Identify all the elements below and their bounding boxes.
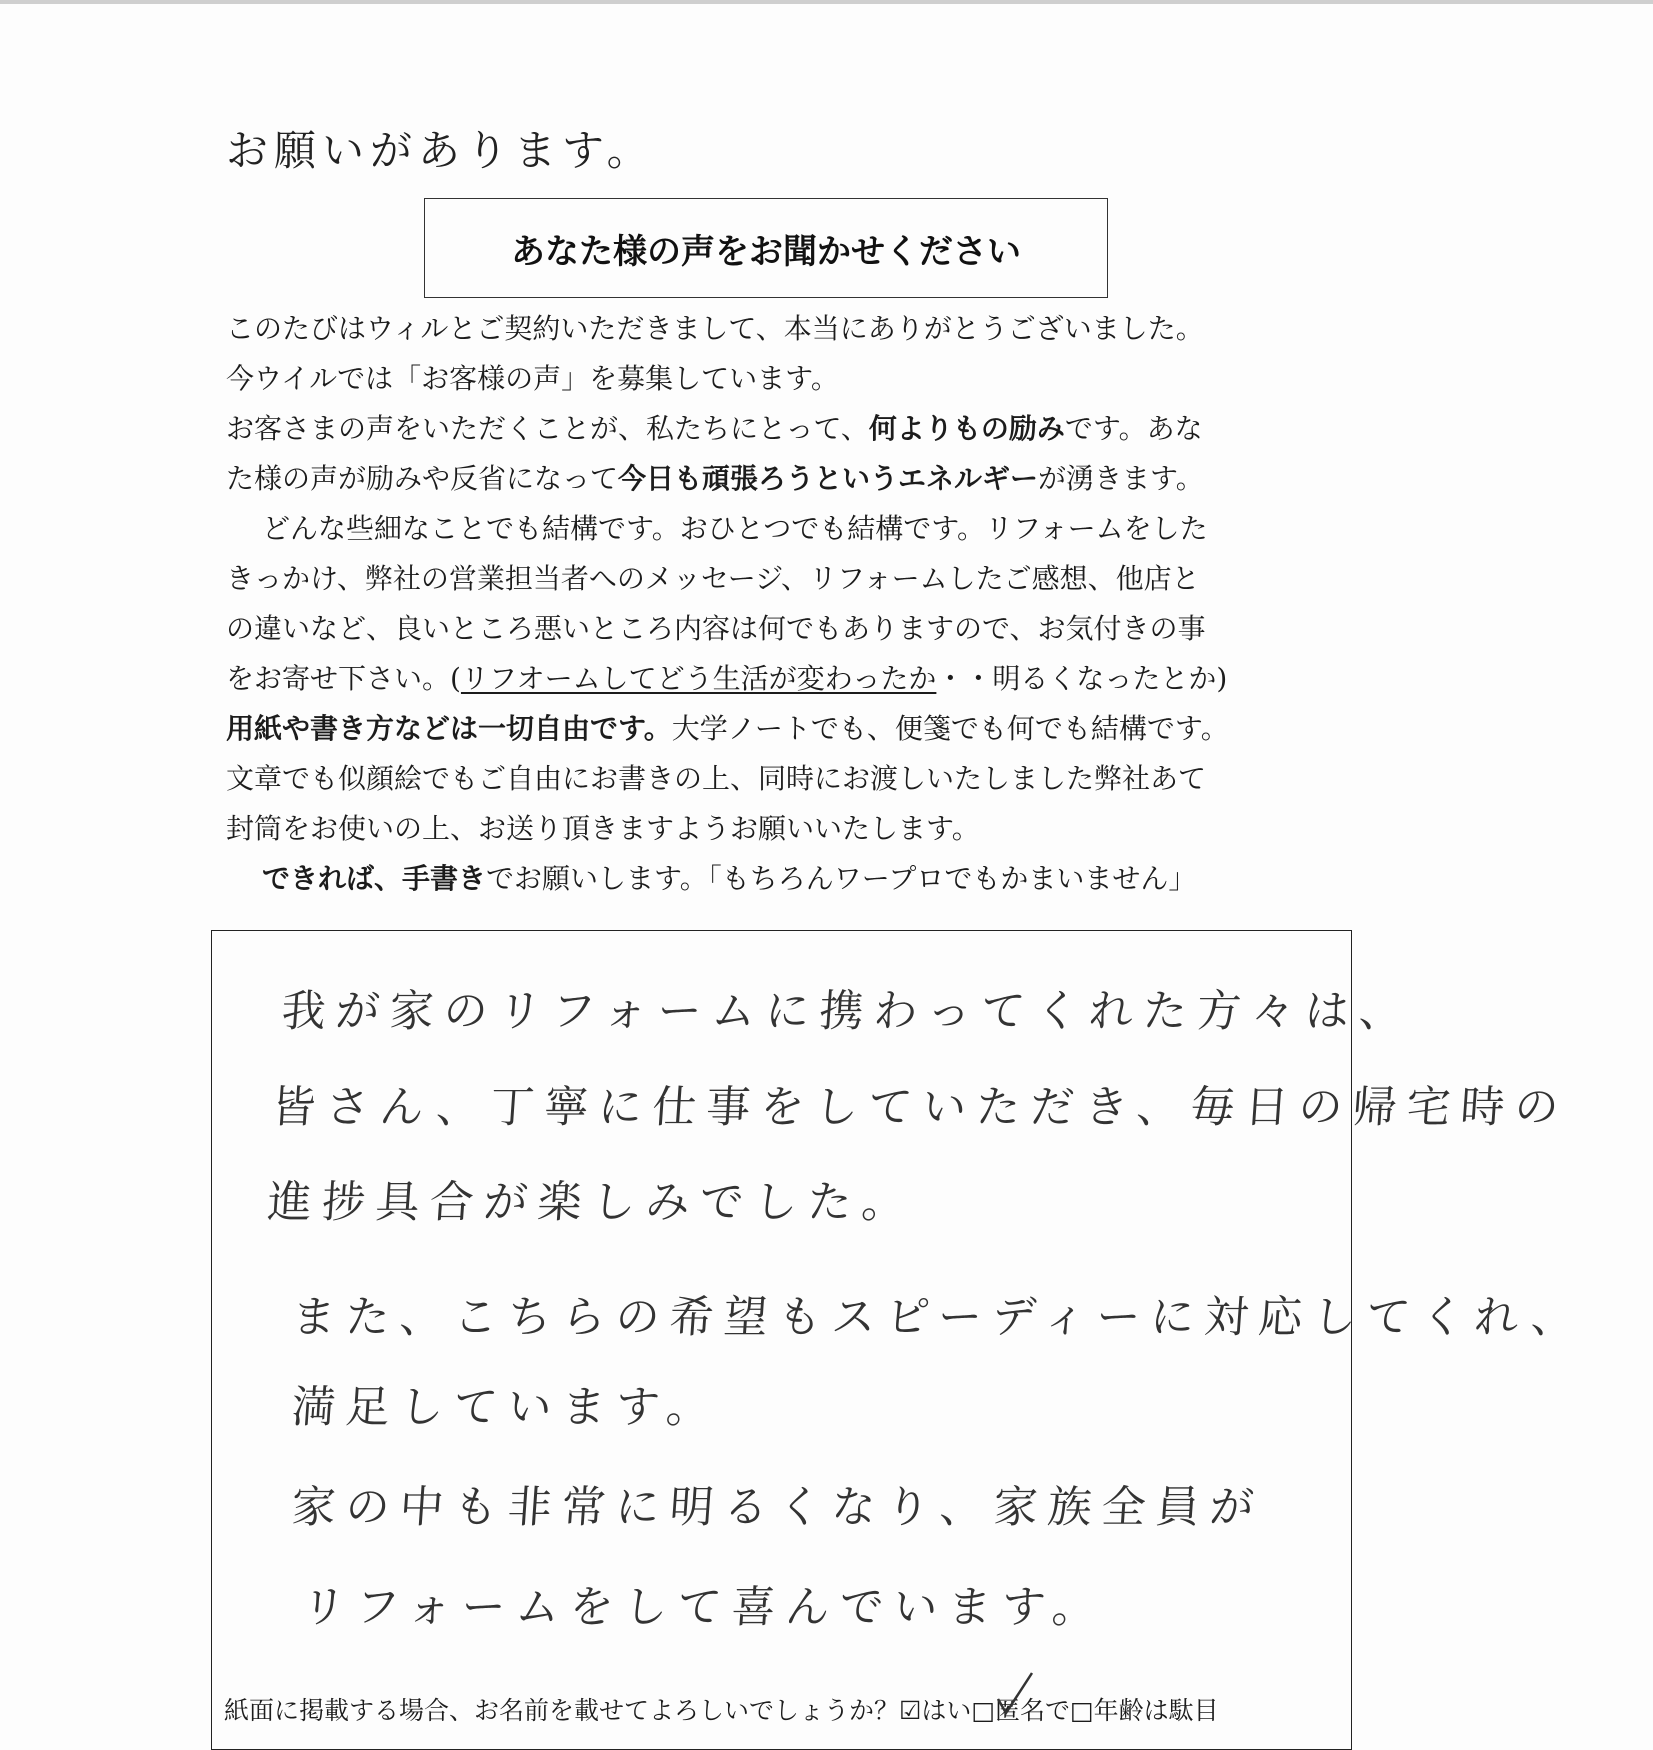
- paragraph-line: きっかけ、弊社の営業担当者へのメッセージ、リフォームしたご感想、他店と: [226, 562, 1200, 595]
- handwritten-line: リフォームをして喜んでいます。: [299, 1582, 1108, 1633]
- page-heading: お願いがあります。: [226, 126, 655, 175]
- handwritten-response-box: [211, 930, 1587, 1750]
- paragraph-line: の違いなど、良いところ悪いところ内容は何でもありますので、お気付きの事: [226, 612, 1206, 645]
- text-run: をお寄せ下さい。(: [226, 662, 461, 695]
- handwritten-line: 家の中も非常に明るくなり、家族全員が: [289, 1482, 1266, 1533]
- handwritten-line: 進捗具合が楽しみでした。: [265, 1177, 918, 1228]
- text-run: た様の声が励みや反省になって: [226, 462, 619, 495]
- title-box: [424, 198, 1108, 298]
- text-run: でお願いします。「もちろんワープロでもかまいません」: [486, 862, 1197, 895]
- bold-emphasis: できれば、手書き: [262, 862, 487, 895]
- request-body: [226, 304, 1416, 904]
- paragraph-line: 封筒をお使いの上、お送り頂きますようお願いいたします。: [226, 812, 980, 845]
- text-run: が湧きます。: [1038, 462, 1204, 495]
- paragraph-line: [226, 404, 1416, 454]
- handwritten-line: また、こちらの希望もスピーディーに対応してくれ、: [289, 1292, 1587, 1343]
- paragraph-line: どんな些細なことでも結構です。おひとつでも結構です。リフォームをした: [262, 512, 1208, 545]
- text-run: です。あな: [1064, 412, 1203, 445]
- bold-emphasis: 何よりもの励み: [868, 412, 1065, 445]
- paragraph-line: 文章でも似顔絵でもご自由にお書きの上、同時にお渡しいたしました弊社あて: [226, 762, 1207, 795]
- title-text: あなた様の声をお聞かせください: [511, 231, 1021, 272]
- paragraph-line: 今ウイルでは「お客様の声」を募集しています。: [226, 362, 839, 395]
- text-run: 大学ノートでも、便箋でも何でも結構です。: [671, 712, 1229, 745]
- checkmark-icon: [992, 1669, 1038, 1719]
- handwritten-line: 皆さん、丁寧に仕事をしていただき、毎日の帰宅時の: [269, 1082, 1571, 1133]
- paragraph-line: [226, 454, 1416, 504]
- paragraph-line: [226, 704, 1416, 754]
- paragraph-line: [226, 854, 1416, 904]
- bold-emphasis: 今日も頑張ろうというエネルギー: [618, 462, 1039, 495]
- handwritten-line: 満足しています。: [289, 1382, 722, 1433]
- bold-emphasis: 用紙や書き方などは一切自由です。: [226, 712, 672, 745]
- consent-text: 紙面に掲載する場合、お名前を載せてよろしいでしょうか？☑はい□匿名で□年齢は駄目: [224, 1696, 1219, 1725]
- text-run: お客さまの声をいただくことが、私たちにとって、: [226, 412, 869, 445]
- text-run: ・・明るくなったとか): [936, 662, 1228, 695]
- publication-consent-line: [224, 1691, 1344, 1727]
- paragraph-line: このたびはウィルとご契約いただきまして、本当にありがとうございました。: [226, 312, 1204, 345]
- scan-top-edge: [0, 0, 1653, 4]
- underlined-text: リフオームしてどう生活が変わったか: [460, 662, 937, 695]
- handwritten-line: 我が家のリフォームに携わってくれた方々は、: [279, 986, 1415, 1037]
- paragraph-line: [226, 654, 1416, 704]
